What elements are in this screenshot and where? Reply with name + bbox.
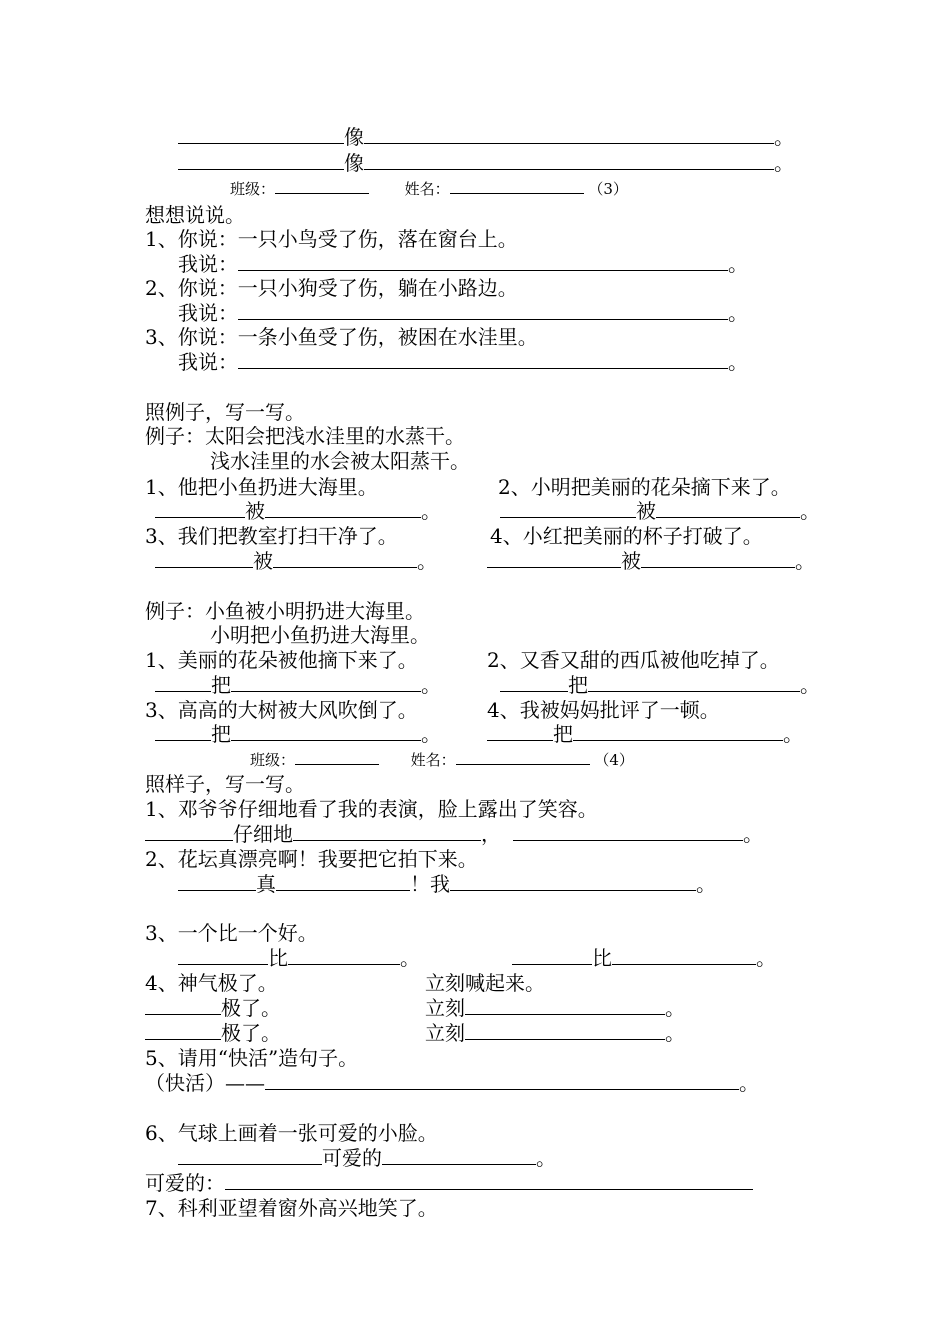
name-field[interactable] — [456, 750, 590, 765]
class-field[interactable] — [295, 750, 379, 765]
blank[interactable] — [276, 873, 410, 891]
name-field[interactable] — [450, 179, 584, 194]
answer-blank[interactable] — [238, 351, 728, 369]
q5-answer: （快活）—— 。 — [145, 1071, 759, 1095]
ba-answer-2: 把 。 — [500, 673, 820, 697]
q4-answer-1: 极了。 — [145, 996, 281, 1020]
section-title-say: 想想说说。 — [145, 203, 245, 227]
blank[interactable] — [500, 674, 568, 692]
q5-text: 5、请用“快活”造句子。 — [145, 1046, 359, 1070]
blank[interactable] — [273, 550, 417, 568]
name-label: 姓名： — [404, 180, 450, 198]
blank[interactable] — [512, 947, 592, 965]
class-label: 班级： — [250, 751, 296, 769]
ba-answer-1: 把 。 — [155, 673, 441, 697]
q4-left-text: 4、神气极了。 — [145, 971, 278, 995]
blank[interactable] — [513, 823, 743, 841]
section-title-write: 照样子，写一写。 — [145, 772, 305, 796]
class-name-header-3 — [230, 179, 628, 199]
xiang-word: 像 — [344, 125, 364, 149]
blank[interactable] — [231, 674, 421, 692]
blank[interactable] — [265, 500, 421, 518]
blank[interactable] — [612, 947, 756, 965]
blank[interactable] — [364, 126, 774, 144]
blank[interactable] — [145, 997, 221, 1015]
you-say-1: 1、你说：一只小鸟受了伤，落在窗台上。 — [145, 227, 518, 251]
blank[interactable] — [588, 674, 800, 692]
bei-answer-1: 被 。 — [155, 499, 441, 523]
ba-item-4: 4、我被妈妈批评了一顿。 — [487, 698, 720, 722]
q1-answer: 仔细地 ， 。 — [145, 822, 763, 846]
blank[interactable] — [500, 500, 636, 518]
i-say-2: 我说： 。 — [178, 301, 748, 325]
i-say-1: 我说： 。 — [178, 252, 748, 276]
blank[interactable] — [178, 947, 268, 965]
blank[interactable] — [364, 152, 774, 170]
bei-item-4: 4、小红把美丽的杯子打破了。 — [490, 524, 763, 548]
blank[interactable] — [155, 674, 211, 692]
blank[interactable] — [155, 500, 245, 518]
bei-answer-4: 被 。 — [487, 549, 815, 573]
ba-item-1: 1、美丽的花朵被他摘下来了。 — [145, 648, 418, 672]
page-number: （4） — [594, 751, 634, 769]
you-say-2: 2、你说：一只小狗受了伤，躺在小路边。 — [145, 276, 518, 300]
blank[interactable] — [265, 1072, 739, 1090]
page-number: （3） — [588, 180, 628, 198]
blank[interactable] — [155, 723, 211, 741]
q4-answer-2: 立刻 。 — [425, 996, 685, 1020]
blank[interactable] — [656, 500, 800, 518]
example2-line-1: 例子：小鱼被小明扔进大海里。 — [145, 599, 425, 623]
blank[interactable] — [465, 997, 665, 1015]
q2-answer: 真 ！我 。 — [178, 872, 716, 896]
ba-answer-4: 把 。 — [487, 722, 803, 746]
blank[interactable] — [178, 873, 256, 891]
class-name-header-4 — [250, 750, 634, 770]
q4-answer-3: 极了。 — [145, 1021, 281, 1045]
answer-blank[interactable] — [238, 253, 728, 271]
q6-define: 可爱的： — [145, 1171, 753, 1195]
ba-answer-3: 把 。 — [155, 722, 441, 746]
xiang-word: 像 — [344, 151, 364, 175]
example-line-1: 例子：太阳会把浅水洼里的水蒸干。 — [145, 424, 465, 448]
ba-item-3: 3、高高的大树被大风吹倒了。 — [145, 698, 418, 722]
bei-answer-3: 被 。 — [155, 549, 437, 573]
class-label: 班级： — [230, 180, 276, 198]
q2-text: 2、花坛真漂亮啊！我要把它拍下来。 — [145, 847, 478, 871]
ba-item-2: 2、又香又甜的西瓜被他吃掉了。 — [487, 648, 780, 672]
blank[interactable] — [145, 1022, 221, 1040]
q6-answer: 可爱的 。 — [178, 1146, 556, 1170]
blank[interactable] — [145, 823, 233, 841]
q3-answer-2: 比 。 — [512, 946, 776, 970]
blank[interactable] — [465, 1022, 665, 1040]
xiang-sentence-line-2: 像 。 — [178, 151, 794, 175]
blank[interactable] — [487, 550, 621, 568]
example-line-2: 浅水洼里的水会被太阳蒸干。 — [210, 449, 470, 473]
q3-text: 3、一个比一个好。 — [145, 921, 318, 945]
blank[interactable] — [178, 1147, 322, 1165]
blank[interactable] — [573, 723, 783, 741]
q7-text: 7、科利亚望着窗外高兴地笑了。 — [145, 1196, 438, 1220]
blank[interactable] — [450, 873, 696, 891]
blank[interactable] — [641, 550, 795, 568]
bei-item-2: 2、小明把美丽的花朵摘下来了。 — [498, 475, 791, 499]
blank[interactable] — [288, 947, 400, 965]
name-label: 姓名： — [410, 751, 456, 769]
bei-item-3: 3、我们把教室打扫干净了。 — [145, 524, 398, 548]
blank[interactable] — [225, 1172, 753, 1190]
q4-right-text: 立刻喊起来。 — [425, 971, 545, 995]
bei-answer-2: 被 。 — [500, 499, 820, 523]
section-title-bei: 照例子，写一写。 — [145, 400, 305, 424]
example2-line-2: 小明把小鱼扔进大海里。 — [210, 623, 430, 647]
q1-text: 1、邓爷爷仔细地看了我的表演，脸上露出了笑容。 — [145, 797, 598, 821]
answer-blank[interactable] — [238, 302, 728, 320]
bei-item-1: 1、他把小鱼扔进大海里。 — [145, 475, 378, 499]
q3-answer-1: 比 。 — [178, 946, 420, 970]
class-field[interactable] — [275, 179, 369, 194]
blank[interactable] — [178, 152, 344, 170]
q4-answer-4: 立刻 。 — [425, 1021, 685, 1045]
you-say-3: 3、你说：一条小鱼受了伤，被困在水洼里。 — [145, 325, 538, 349]
i-say-3: 我说： 。 — [178, 350, 748, 374]
blank[interactable] — [487, 723, 553, 741]
blank[interactable] — [231, 723, 421, 741]
blank[interactable] — [382, 1147, 536, 1165]
blank[interactable] — [155, 550, 253, 568]
xiang-sentence-line-1: 像 。 — [178, 125, 794, 149]
q6-text: 6、气球上画着一张可爱的小脸。 — [145, 1121, 438, 1145]
blank[interactable] — [293, 823, 481, 841]
blank[interactable] — [178, 126, 344, 144]
